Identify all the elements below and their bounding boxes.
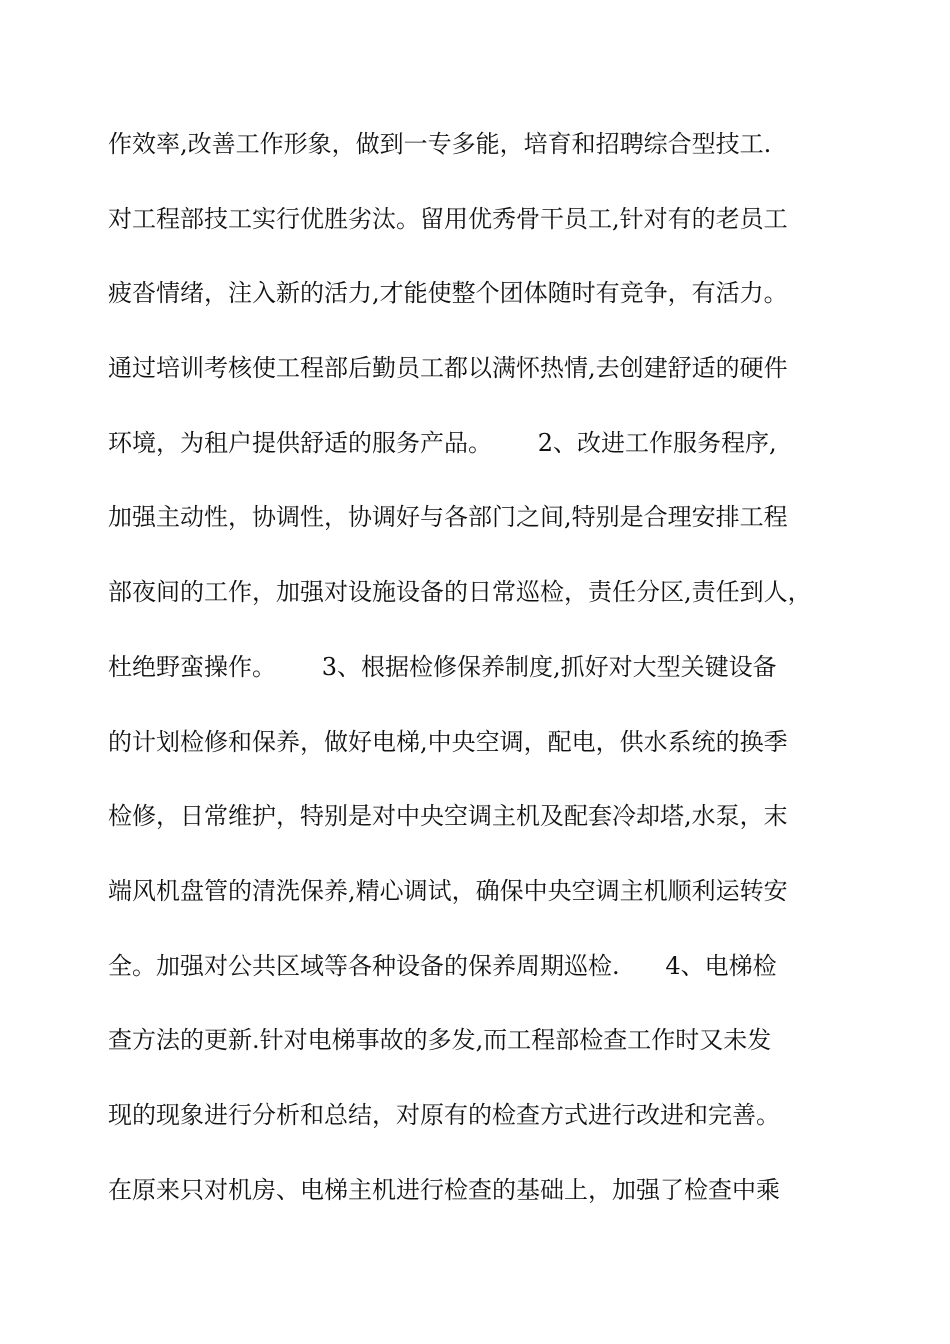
text-line: 环境，为租户提供舒适的服务产品。 2、改进工作服务程序, — [108, 428, 777, 457]
body-text — [108, 124, 908, 1244]
text-line: 检修，日常维护，特别是对中央空调主机及配套冷却塔,水泵，末 — [108, 802, 788, 831]
text-line: 部夜间的工作，加强对设施设备的日常巡检，责任分区,责任到人， — [108, 578, 812, 607]
text-line: 查方法的更新.针对电梯事故的多发,而工程部检查工作时又未发 — [108, 1026, 772, 1055]
text-line: 通过培训考核使工程部后勤员工都以满怀热情,去创建舒适的硬件 — [108, 354, 788, 383]
text-line: 杜绝野蛮操作。 3、根据检修保养制度,抓好对大型关键设备 — [108, 652, 777, 681]
text-line: 在原来只对机房、电梯主机进行检查的基础上，加强了检查中乘 — [108, 1175, 780, 1204]
text-line: 全。加强对公共区域等各种设备的保养周期巡检. 4、电梯检 — [108, 951, 777, 980]
text-line: 加强主动性，协调性，协调好与各部门之间,特别是合理安排工程 — [108, 503, 788, 532]
text-line: 作效率,改善工作形象，做到一专多能，培育和招聘综合型技工. — [108, 130, 772, 158]
text-line: 现的现象进行分析和总结，对原有的检查方式进行改进和完善。 — [108, 1100, 780, 1129]
text-line: 的计划检修和保养，做好电梯,中央空调，配电，供水系统的换季 — [108, 727, 788, 756]
text-line: 端风机盘管的清洗保养,精心调试，确保中央空调主机顺利运转安 — [108, 876, 788, 905]
text-line: 对工程部技工实行优胜劣汰。留用优秀骨干员工,针对有的老员工 — [108, 204, 788, 233]
text-line: 疲沓情绪，注入新的活力,才能使整个团体随时有竞争，有活力。 — [108, 279, 788, 308]
